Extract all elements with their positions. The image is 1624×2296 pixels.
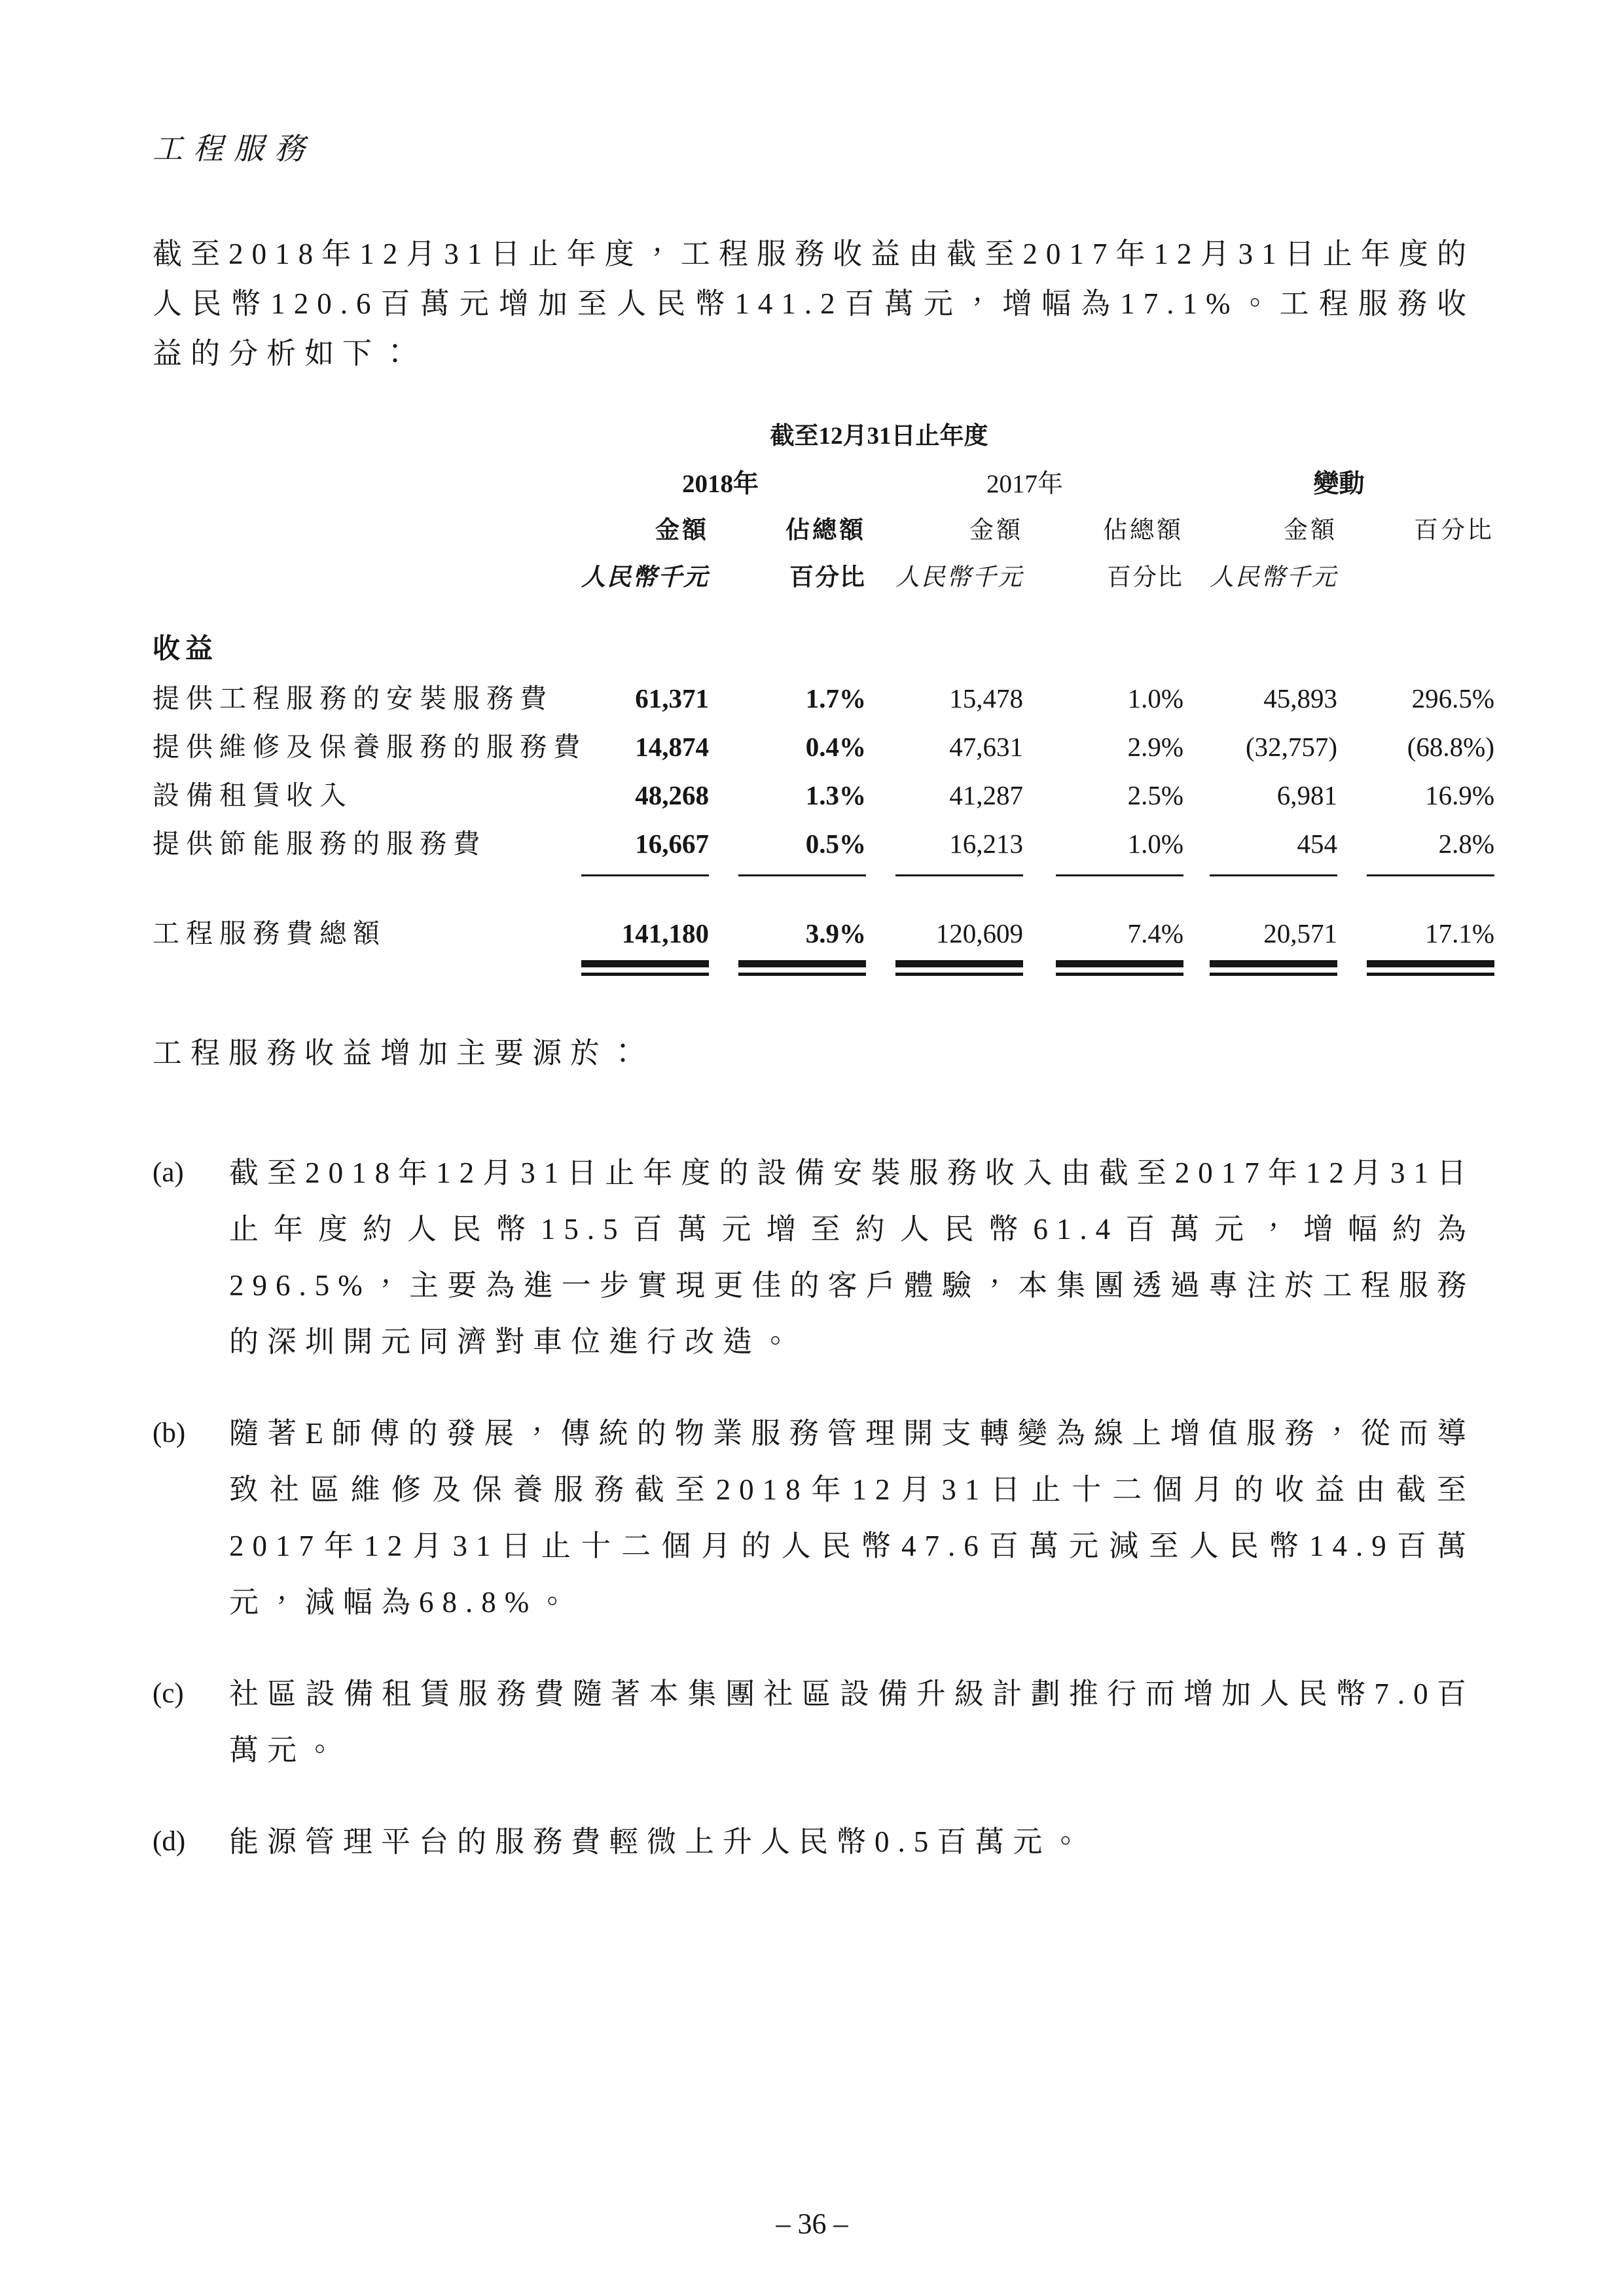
section-label: 收益: [153, 634, 219, 664]
item-text: 社區設備租賃服務費隨著本集團社區設備升級計劃推行而增加人民幣7.0百萬元。: [229, 1677, 1475, 1767]
unit-pct-change-blank: [1337, 563, 1494, 594]
single-rule: [1210, 874, 1337, 876]
cell-value: 2.5%: [1127, 780, 1183, 810]
single-rule: [1367, 874, 1494, 876]
cell-value: 48,268: [635, 780, 709, 810]
double-rule: [1056, 960, 1183, 976]
single-rule: [581, 874, 709, 876]
row-label: 設備租賃收入: [153, 780, 353, 810]
items-list: [153, 1145, 1475, 1870]
item-marker: (d): [153, 1826, 186, 1857]
subheader-share-2018: 佔總額: [785, 517, 866, 544]
table-body: [153, 674, 1494, 868]
page-content: [153, 0, 1494, 1870]
revenue-table: [153, 422, 1494, 976]
section-title: 工程服務: [153, 132, 315, 166]
subheader-share-2017: 佔總額: [1103, 517, 1183, 544]
cell-value: 0.5%: [805, 829, 866, 859]
list-item: [153, 1405, 1475, 1630]
double-rule-row: [153, 959, 1494, 976]
unit-header-row: [153, 563, 1494, 594]
unit-rmb-change: 人民幣千元: [1210, 564, 1337, 591]
cell-value: (32,757): [1245, 732, 1337, 762]
cell-value: 45,893: [1263, 683, 1337, 713]
year-2017-header: 2017年: [986, 470, 1063, 498]
subheader-row: [153, 516, 1494, 563]
total-value: 3.9%: [805, 918, 866, 948]
item-marker: (b): [153, 1418, 186, 1448]
row-label: 提供節能服務的服務費: [153, 829, 486, 859]
item-text: 隨著E師傅的發展，傳統的物業服務管理開支轉變為線上增值服務，從而導致社區維修及保養服務截至2018年12月31日止十二個月的收益由截至2017年12月31日止十二個月的人民幣47.6百萬元減至人民幣14.9百萬元，減幅為68.8%。: [229, 1417, 1475, 1619]
cell-value: 1.0%: [1127, 683, 1183, 713]
unit-pct-2018: 百分比: [789, 564, 866, 591]
item-marker: (c): [153, 1678, 184, 1709]
page-number: – 36 –: [776, 2208, 848, 2240]
subheader-amount-change: 金額: [1284, 517, 1337, 544]
cell-value: 15,478: [949, 683, 1023, 713]
cell-value: 1.0%: [1127, 829, 1183, 859]
revenue-table-wrap: [153, 422, 1494, 976]
table-row: [153, 674, 1494, 723]
subheader-percent-change: 百分比: [1414, 517, 1494, 544]
subheader-amount-2017: 金額: [969, 517, 1023, 544]
total-label: 工程服務費總額: [153, 918, 386, 948]
cell-value: 41,287: [949, 780, 1023, 810]
single-rule-row: [153, 868, 1494, 879]
cell-value: 14,874: [635, 732, 709, 762]
row-label: 提供維修及保養服務的服務費: [153, 732, 586, 762]
list-item: [153, 1814, 1475, 1870]
cell-value: 16,667: [635, 829, 709, 859]
total-value: 20,571: [1263, 918, 1337, 948]
item-text: 截至2018年12月31日止年度的設備安裝服務收入由截至2017年12月31日止年度約人民幣15.5百萬元增至約人民幣61.4百萬元，增幅約為296.5%，主要為進一步實現更佳的客戶體驗，本集團透過專注於工程服務的深圳開元同濟對車位進行改造。: [229, 1157, 1475, 1358]
total-value: 7.4%: [1127, 918, 1183, 948]
cell-value: 296.5%: [1411, 683, 1494, 713]
total-value: 120,609: [935, 918, 1023, 948]
unit-pct-2017: 百分比: [1107, 564, 1183, 591]
row-label: 提供工程服務的安裝服務費: [153, 683, 553, 713]
total-value: 17.1%: [1425, 918, 1494, 948]
cell-value: (68.8%): [1407, 732, 1494, 762]
single-rule: [1056, 874, 1183, 876]
table-row: [153, 819, 1494, 868]
double-rule: [1210, 960, 1337, 976]
section-row: [153, 594, 1494, 674]
lead-out-paragraph: 工程服務收益增加主要源於：: [153, 1037, 647, 1069]
single-rule: [738, 874, 866, 876]
year-header-row: [153, 469, 1494, 516]
double-rule: [738, 960, 866, 976]
item-marker: (a): [153, 1157, 184, 1188]
table-row: [153, 771, 1494, 819]
period-header: 截至12月31日止年度: [770, 423, 988, 450]
item-text: 能源管理平台的服務費輕微上升人民幣0.5百萬元。: [229, 1825, 1089, 1858]
total-row: [153, 879, 1494, 959]
cell-value: 2.8%: [1438, 829, 1494, 859]
unit-rmb-2018: 人民幣千元: [581, 564, 709, 591]
period-header-row: [153, 422, 1494, 469]
cell-value: 16.9%: [1425, 780, 1494, 810]
double-rule: [1367, 960, 1494, 976]
double-rule: [895, 960, 1023, 976]
cell-value: 0.4%: [805, 732, 866, 762]
subheader-amount-2018: 金額: [655, 517, 709, 544]
cell-value: 61,371: [635, 683, 709, 713]
table-row: [153, 723, 1494, 771]
intro-paragraph: 截至2018年12月31日止年度，工程服務收益由截至2017年12月31日止年度的人民幣120.6百萬元增加至人民幣141.2百萬元，增幅為17.1%。工程服務收益的分析如下：: [153, 238, 1475, 370]
list-item: [153, 1666, 1475, 1778]
cell-value: 1.3%: [805, 780, 866, 810]
single-rule: [895, 874, 1023, 876]
unit-rmb-2017: 人民幣千元: [895, 564, 1023, 591]
cell-value: 2.9%: [1127, 732, 1183, 762]
cell-value: 6,981: [1276, 780, 1337, 810]
cell-value: 454: [1297, 829, 1337, 859]
cell-value: 1.7%: [805, 683, 866, 713]
change-header: 變動: [1313, 470, 1365, 498]
year-2018-header: 2018年: [681, 470, 759, 498]
cell-value: 47,631: [949, 732, 1023, 762]
total-value: 141,180: [621, 918, 709, 948]
list-item: [153, 1145, 1475, 1370]
cell-value: 16,213: [949, 829, 1023, 859]
double-rule: [581, 960, 709, 976]
